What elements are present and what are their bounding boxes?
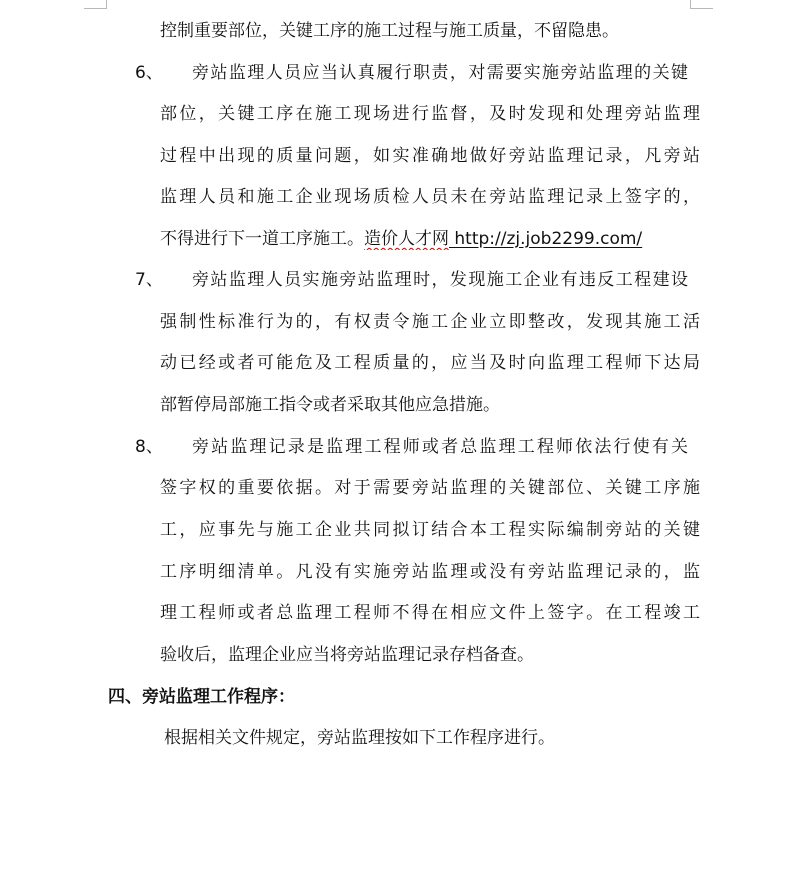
text-line: 工，应事先与施工企业共同拟订结合本工程实际编制旁站的关键 bbox=[160, 520, 700, 540]
list-number: 8、 bbox=[135, 437, 163, 457]
section-body-text: 根据相关文件规定，旁站监理按如下工作程序进行。 bbox=[164, 728, 555, 748]
text-line: 动已经或者可能危及工程质量的，应当及时向监理工程师下达局 bbox=[160, 353, 700, 373]
text-line: 旁站监理人员应当认真履行职责，对需要实施旁站监理的关键 bbox=[192, 63, 688, 83]
text-segment: 不得进行下一道工序施工。 bbox=[160, 229, 364, 249]
text-line: 工序明细清单。凡没有实施旁站监理或没有旁站监理记录的，监 bbox=[160, 562, 700, 582]
page-corner-mark-right bbox=[690, 0, 713, 9]
section-heading: 四、旁站监理工作程序： bbox=[108, 687, 295, 707]
text-line: 验收后，监理企业应当将旁站监理记录存档备查。 bbox=[160, 645, 534, 665]
list-number: 6、 bbox=[135, 63, 163, 83]
text-line: 签字权的重要依据。对于需要旁站监理的关键部位、关键工序施 bbox=[160, 478, 700, 498]
text-line: 部暂停局部施工指令或者采取其他应急措施。 bbox=[160, 395, 500, 415]
text-line bbox=[160, 228, 700, 250]
text-line: 强制性标准行为的，有权责令施工企业立即整改，发现其施工活 bbox=[160, 312, 700, 332]
page-corner-mark-left bbox=[84, 0, 107, 9]
text-line: 部位，关键工序在施工现场进行监督，及时发现和处理旁站监理 bbox=[160, 104, 700, 124]
text-line: 旁站监理记录是监理工程师或者总监理工程师依法行使有关 bbox=[192, 437, 688, 457]
url-text[interactable]: http://zj.job2299.com/ bbox=[449, 229, 643, 249]
text-line: 过程中出现的质量问题，如实准确地做好旁站监理记录，凡旁站 bbox=[160, 146, 700, 166]
spellcheck-underlined-text: 造价人才网 bbox=[364, 229, 449, 249]
text-line: 理工程师或者总监理工程师不得在相应文件上签字。在工程竣工 bbox=[160, 603, 700, 623]
text-line: 控制重要部位，关键工序的施工过程与施工质量，不留隐患。 bbox=[160, 21, 619, 41]
list-number: 7、 bbox=[135, 270, 163, 290]
text-line: 旁站监理人员实施旁站监理时，发现施工企业有违反工程建设 bbox=[192, 270, 688, 290]
text-line: 监理人员和施工企业现场质检人员未在旁站监理记录上签字的， bbox=[160, 187, 700, 207]
